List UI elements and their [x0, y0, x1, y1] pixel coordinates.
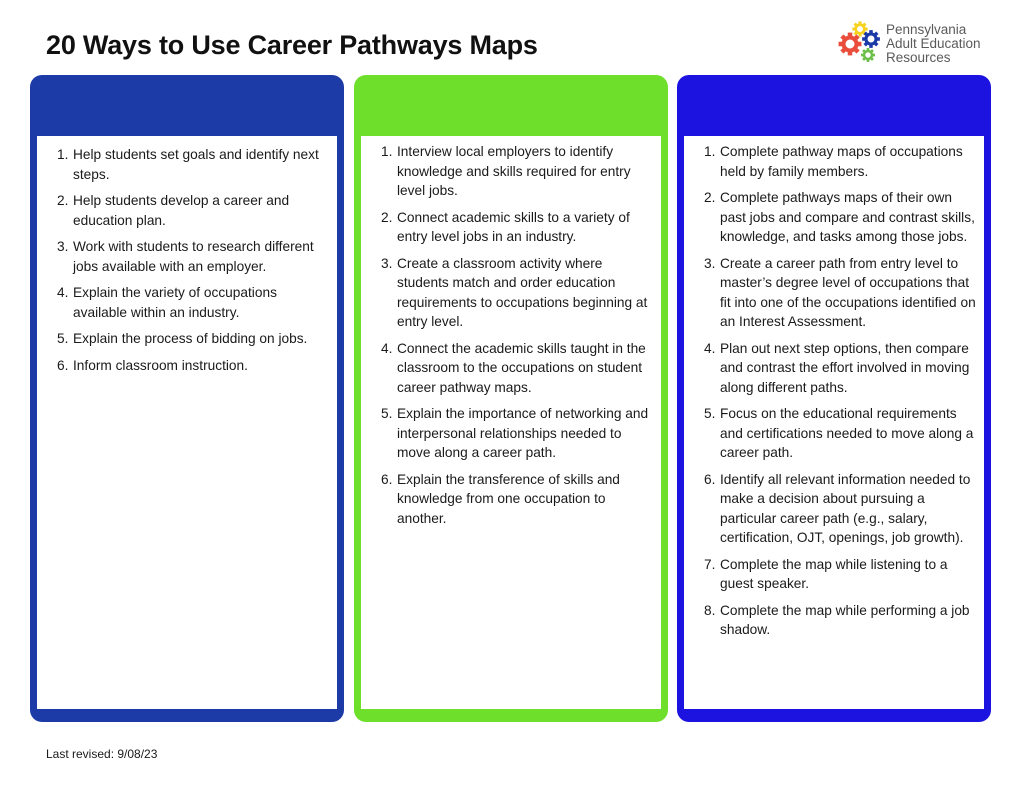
list-item: 3. Create a classroom activity where students match and order education requirements to occupations beginning at entry level.	[381, 255, 648, 329]
column-2-body	[361, 136, 661, 709]
column-1	[30, 75, 344, 722]
list-item: 4. Explain the variety of occupations available within an industry.	[57, 285, 277, 320]
list-item: 2. Help students develop a career and education plan.	[57, 193, 290, 228]
list-item: 1. Complete pathway maps of occupations held by family members.	[704, 144, 963, 179]
logo-text	[886, 23, 981, 65]
pa-adult-education-logo	[838, 20, 1008, 68]
column-2-list	[361, 136, 661, 528]
list-item: 2. Complete pathways maps of their own past jobs and compare and contrast skills, knowledge, and tasks among those jobs.	[704, 190, 975, 244]
list-item: 6. Identify all relevant information needed to make a decision about pursuing a particular career path (e.g., salary, certification, OJT, openings, job growth).	[704, 471, 971, 545]
list-item: 2. Connect academic skills to a variety of entry level jobs in an industry.	[381, 209, 630, 244]
list-item: 3. Create a career path from entry level to master’s degree level of occupations that fit into one of the occupations identified on an Interest Assessment.	[704, 255, 976, 329]
list-item: 1. Help students set goals and identify next steps.	[57, 147, 319, 182]
logo-line: Pennsylvania	[886, 22, 967, 37]
red-gear-icon	[839, 33, 862, 56]
column-1-header	[30, 75, 344, 135]
list-item: 1. Interview local employers to identify knowledge and skills required for entry level jobs.	[381, 144, 631, 198]
last-revised: Last revised: 9/08/23	[46, 747, 158, 761]
page-title: 20 Ways to Use Career Pathways Maps	[46, 30, 538, 60]
column-2-header	[354, 75, 668, 135]
list-item: 5. Focus on the educational requirements and certifications needed to move along a career path.	[704, 406, 974, 460]
list-item: 4. Connect the academic skills taught in the classroom to the occupations on student career pathway maps.	[381, 340, 646, 395]
column-3-header	[677, 75, 991, 135]
list-item: 5. Explain the importance of networking and interpersonal relationships needed to move along a career path.	[381, 406, 649, 460]
list-item: 6. Inform classroom instruction.	[57, 357, 248, 373]
column-3-list	[684, 136, 984, 640]
list-item: 5. Explain the process of bidding on jobs.	[57, 331, 308, 346]
list-item: 6. Explain the transference of skills and knowledge from one occupation to another.	[381, 471, 620, 526]
column-2	[354, 75, 668, 722]
column-3	[677, 75, 991, 722]
list-item: 3. Work with students to research different jobs available with an employer.	[57, 239, 314, 274]
logo-line: Adult Education	[886, 36, 981, 51]
green-gear-icon	[861, 48, 875, 62]
list-item: 7. Complete the map while listening to a guest speaker.	[704, 556, 948, 591]
column-1-body	[37, 136, 337, 709]
column-1-list	[37, 136, 337, 375]
logo-line: Resources	[886, 50, 951, 65]
gears-icon	[838, 20, 884, 66]
list-item: 4. Plan out next step options, then compare and contrast the effort involved in moving along different paths.	[704, 340, 970, 395]
list-item: 8. Complete the map while performing a job shadow.	[704, 602, 970, 637]
column-3-body	[684, 136, 984, 709]
blue-gear-icon	[862, 30, 880, 48]
